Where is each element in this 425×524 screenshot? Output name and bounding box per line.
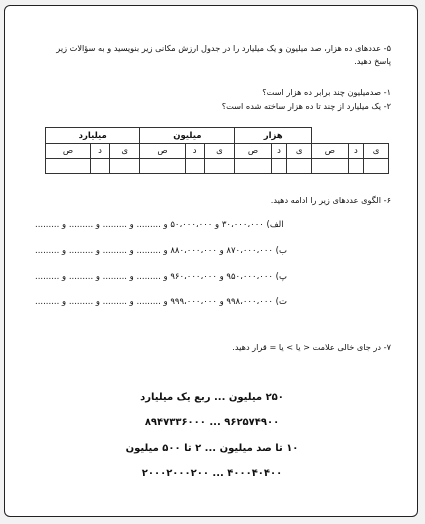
comparison-row-1: ۲۵۰ میلیون ... ربع یک میلیارد (140, 392, 284, 403)
question-5-sub-1: ۱- صدمیلیون چند برابر ده هزار است؟ (262, 87, 391, 97)
unit-cell: د (185, 144, 204, 159)
answer-cell[interactable] (271, 159, 287, 174)
unit-cell: ی (204, 144, 235, 159)
unit-cell: د (348, 144, 364, 159)
unit-cell: ص (312, 144, 349, 159)
sequence-row-te: ت) ۹۹۸،۰۰۰،۰۰۰ و ۹۹۹،۰۰۰،۰۰۰ و ......... و ......... و ......... و ......... (35, 297, 288, 307)
worksheet-page (4, 5, 418, 517)
table-header-milyard: میلیارد (46, 128, 140, 144)
place-value-table (45, 127, 389, 174)
answer-cell[interactable] (287, 159, 312, 174)
answer-cell[interactable] (235, 159, 272, 174)
unit-cell: ص (140, 144, 185, 159)
answer-cell[interactable] (364, 159, 389, 174)
answer-cell[interactable] (91, 159, 110, 174)
comparison-row-4: ۴۰۰۰۴۰۴۰۰ ... ۲۰۰۰۲۰۰۰۲۰۰ (141, 468, 283, 479)
answer-cell[interactable] (312, 159, 349, 174)
table-empty-header (312, 128, 389, 144)
answer-cell[interactable] (46, 159, 91, 174)
answer-cell[interactable] (185, 159, 204, 174)
answer-cell[interactable] (348, 159, 364, 174)
unit-cell: ص (46, 144, 91, 159)
unit-cell: د (91, 144, 110, 159)
unit-cell: ی (110, 144, 140, 159)
comparison-row-2: ۹۶۲۵۷۴۹۰۰ ... ۸۹۴۷۳۳۶۰۰۰ (144, 417, 280, 428)
table-header-milyun: میلیون (140, 128, 235, 144)
comparison-row-3: ۱۰ تا صد میلیون ... ۲ تا ۵۰۰ میلیون (125, 443, 299, 454)
answer-cell[interactable] (204, 159, 235, 174)
sequence-row-pe: پ) ۹۵۰،۰۰۰،۰۰۰ و ۹۶۰،۰۰۰،۰۰۰ و ......... و ......... و ......... و ......... (35, 272, 288, 282)
question-5-intro: ۵- عددهای ده هزار، صد میلیون و یک میلیارد را در جدول ارزش مکانی زیر بنویسید و به سؤالات زیر پاسخ دهید. (56, 43, 391, 66)
answer-cell[interactable] (140, 159, 185, 174)
unit-cell: ی (364, 144, 389, 159)
table-header-hazar: هزار (235, 128, 312, 144)
sequence-row-alef: الف) ۳۰،۰۰۰،۰۰۰ و ۵۰،۰۰۰،۰۰۰ و ......... و ......... و ......... و ......... (35, 220, 284, 230)
unit-cell: ص (235, 144, 272, 159)
unit-cell: ی (287, 144, 312, 159)
question-7-title: ۷- در جای خالی علامت < یا > یا = قرار دهید. (232, 342, 391, 352)
answer-cell[interactable] (110, 159, 140, 174)
sequence-row-be: ب) ۸۷۰،۰۰۰،۰۰۰ و ۸۸۰،۰۰۰،۰۰۰ و ......... و ......... و ......... و ......... (35, 246, 288, 256)
table-answer-row (46, 159, 389, 174)
unit-cell: د (271, 144, 287, 159)
question-5-sub-2: ۲- یک میلیارد از چند تا ده هزار ساخته شده است؟ (221, 101, 391, 111)
question-6-title: ۶- الگوی عددهای زیر را ادامه دهید. (270, 195, 391, 205)
